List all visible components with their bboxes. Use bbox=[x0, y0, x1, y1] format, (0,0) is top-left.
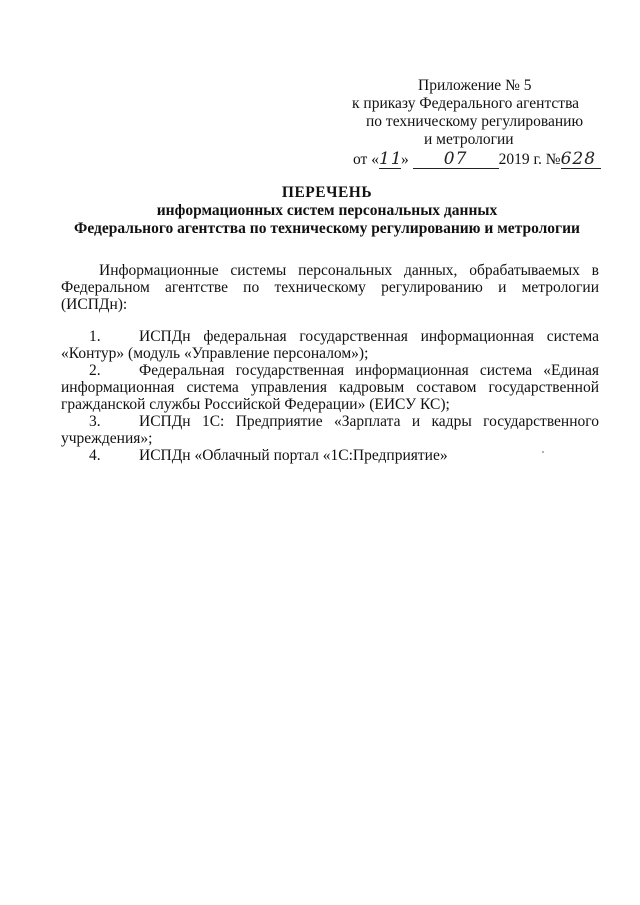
list-item-number: 4. bbox=[89, 447, 101, 464]
date-year: 2019 г. № bbox=[498, 151, 561, 168]
appendix-order-ref: к приказу Федерального агентства bbox=[352, 95, 580, 112]
list-item-text: ИСПДн 1С: Предприятие «Зарплата и кадры государственного учреждения»; bbox=[61, 413, 599, 447]
order-date-line bbox=[353, 151, 633, 169]
appendix-block bbox=[340, 77, 620, 169]
list-item-number: 1. bbox=[89, 328, 101, 345]
list-item bbox=[61, 447, 599, 464]
date-mid: » bbox=[400, 151, 409, 168]
systems-list bbox=[61, 328, 599, 464]
appendix-agency-line-2: и метрологии bbox=[424, 131, 514, 148]
title-block bbox=[0, 184, 640, 238]
date-day-handwritten: 11 bbox=[378, 149, 403, 169]
list-item-text: ИСПДн «Облачный портал «1С:Предприятие» bbox=[139, 447, 448, 464]
order-number-handwritten: 628 bbox=[560, 149, 597, 169]
date-prefix: от « bbox=[353, 151, 379, 168]
list-item bbox=[61, 362, 599, 413]
date-day-blank bbox=[379, 151, 401, 169]
list-item-number: 2. bbox=[89, 362, 101, 379]
date-month-blank bbox=[413, 151, 499, 169]
order-number-blank bbox=[561, 151, 601, 169]
list-item-text: ИСПДн федеральная государственная информационная система «Контур» (модуль «Управление персоналом»); bbox=[61, 328, 599, 362]
document-title: ПЕРЕЧЕНЬ bbox=[281, 184, 373, 201]
list-item bbox=[61, 413, 599, 447]
list-item-text: Федеральная государственная информационная система «Единая информационная система управления кадровым составом государственной гражданской службы Российской Федерации» (ЕИСУ КС); bbox=[61, 362, 599, 413]
scan-speck bbox=[542, 451, 544, 453]
list-item-number: 3. bbox=[89, 413, 101, 430]
appendix-agency-line: по техническому регулированию bbox=[366, 113, 584, 130]
document-subtitle-1: информационных систем персональных данных bbox=[156, 202, 498, 219]
intro-paragraph: Информационные системы персональных данных, обрабатываемых в Федеральном агентстве по техническому регулированию и метрологии (ИСПДн): bbox=[61, 262, 599, 313]
document-subtitle-2: Федерального агентства по техническому регулированию и метрологии bbox=[74, 220, 580, 237]
appendix-number: Приложение № 5 bbox=[418, 77, 532, 94]
date-month-handwritten: 07 bbox=[443, 149, 468, 169]
list-item bbox=[61, 328, 599, 362]
